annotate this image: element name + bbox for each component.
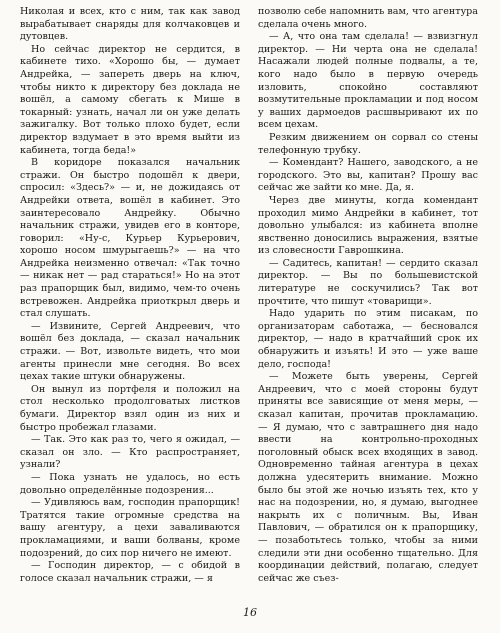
paragraph: Через две минуты, когда комендант проходил мимо Андрейки в кабинет, тот довольно улыбался: из кабинета вполне явственно доносились выражения, взятые из словесности Гаврошкина. (258, 194, 478, 257)
paragraph: Николая и всех, кто с ним, так как завод вырабатывает снаряды для колчаковцев и дутовцев. (20, 6, 240, 43)
paragraph: — Удивляюсь вам, господин прапорщик! Тратятся такие огромные средства на вашу агентуру, а цехи заваливаются прокламациями, и ваши болваны, кроме подозрений, до сих пор ничего не имеют. (20, 497, 240, 559)
paragraph: — Так. Это как раз то, чего я ожидал, — сказал он зло. — Кто распространяет, узнали? (20, 434, 240, 471)
paragraph: Он вынул из портфеля и положил на стол несколько продолговатых листков бумаги. Директор взял один из них и быстро пробежал глазами. (20, 383, 240, 433)
paragraph: Резким движением он сорвал со стены телефонную трубку. (258, 131, 478, 156)
left-column (20, 6, 240, 585)
paragraph: — Садитесь, капитан! — сердито сказал директор. — Вы по большевистской литературе не соскучились? Так вот прочтите, что пишут «товарищи». (258, 257, 478, 307)
paragraph: В коридоре показался начальник стражи. Он быстро подошёл к двери, спросил: «Здесь?» — и, не дожидаясь от Андрейки ответа, вошёл в кабинет. Это заинтересовало Андрейку. Обычно начальник стражи, увидев его в конторе, говорил: «Ну-с, Курьер Курьерович, хорошо носом шмурыгаешь?» — на что Андрейка неизменно отвечал: «Так точно — никак нет — рад стараться!» Но на этот раз прапорщик был, видимо, чем-то очень встревожен. Андрейка приоткрыл дверь и стал слушать. (20, 157, 240, 320)
page-number: 16 (243, 606, 257, 619)
paragraph: Надо ударить по этим писакам, по организаторам саботажа, — бесновался директор, — надо в кратчайший срок их обнаружить и изъять! И это — уже ваше дело, господа! (258, 308, 478, 370)
paragraph: — Комендант? Нашего, заводского, а не городского. Это вы, капитан? Прошу вас сейчас же зайти ко мне. Да, я. (258, 157, 478, 194)
paragraph: позволю себе напомнить вам, что агентура сделала очень много. (258, 6, 478, 30)
paragraph: — А, что она там сделала! — взвизгнул директор. — Ни черта она не сделала! Насажали людей полные подвалы, а те, кого надо было в первую очередь изловить, спокойно составляют возмутительные прокламации и под носом у ваших дармоедов расшвыривают их по всем цехам. (258, 31, 478, 131)
paragraph: — Господин директор, — с обидой в голосе сказал начальник стражи, — я (20, 560, 240, 584)
right-column (258, 6, 478, 585)
paragraph: Но сейчас директор не сердится, в кабинете тихо. «Хорошо бы, — думает Андрейка, — запереть дверь на ключ, чтобы никто к директору без доклада не вошёл, а самому сбегать к Мише в токарный: узнать, начал ли он уже делать зажигалку. Вот только плохо будет, если директор вздумает в это время выйти из кабинета, тогда беда!» (20, 43, 240, 156)
paragraph: — Можете быть уверены, Сергей Андреевич, что с моей стороны будут приняты все зависящие от меня меры, — сказал капитан, прочитав прокламацию. — Я думаю, что с завтрашнего дня надо ввести на контрольно-проходных поголовный обыск всех входящих в завод. Одновременно тайная агентура в цехах должна удесятерить внимание. Можно было бы этой же ночью изъять тех, кто у нас на подозрении, но, я думаю, выгоднее накрыть их с поличным. Вы, Иван Павлович, — обратился он к прапорщику, — позаботьтесь только, чтобы за ними следили эти дни особенно тщательно. Для координации действий, полагаю, следует сейчас же съез- (258, 371, 478, 584)
paragraph: — Извините, Сергей Андреевич, что вошёл без доклада, — сказал начальник стражи. — Вот, извольте видеть, что мои агенты принесли мне сегодня. Во всех цехах такие штуки обнаружены. (20, 320, 240, 383)
paragraph: — Пока узнать не удалось, но есть довольно определённые подозрения... (20, 471, 240, 496)
